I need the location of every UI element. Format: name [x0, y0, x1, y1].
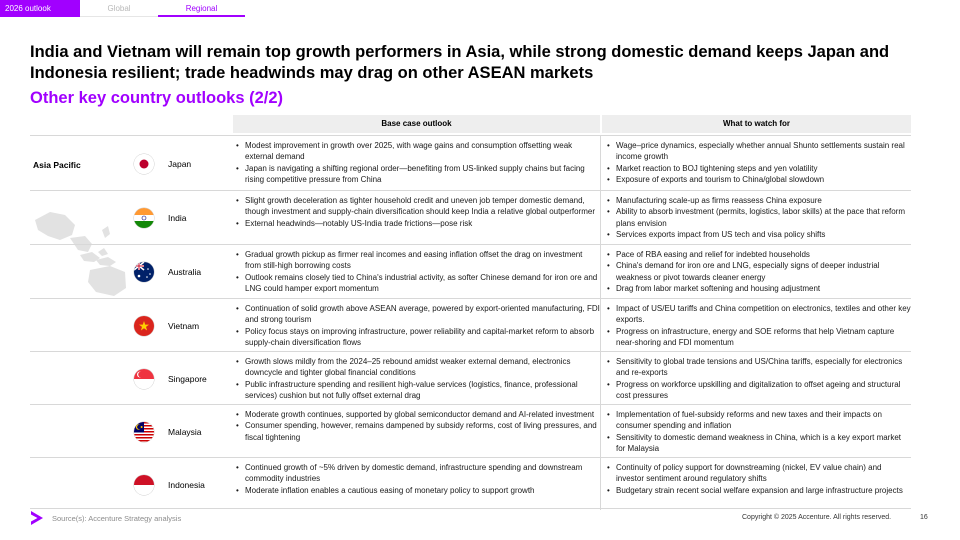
column-divider	[600, 405, 601, 457]
watch-bullet: • Sensitivity to domestic demand weakness in China, which is a key export market for Malaysia	[604, 432, 911, 455]
watch-list	[604, 140, 911, 185]
indonesia-flag-icon	[134, 475, 154, 495]
watch-bullet: • Pace of RBA easing and relief for indebted households	[604, 249, 911, 260]
copyright: Copyright © 2025 Accenture. All rights reserved.	[742, 514, 892, 521]
tab-regional[interactable]: Regional	[158, 0, 245, 17]
country-row-australia	[30, 244, 911, 298]
watch-bullet: • Ability to absorb investment (permits, logistics, labor skills) at the pace that reform plans envision	[604, 206, 911, 229]
column-divider	[600, 299, 601, 351]
tab-2026-outlook[interactable]: 2026 outlook	[0, 0, 80, 17]
country-name: India	[168, 213, 187, 223]
base-case-bullet: • External headwinds—notably US-India trade frictions—pose risk	[233, 218, 600, 229]
source-note: Source(s): Accenture Strategy analysis	[52, 514, 182, 523]
watch-bullet: • Market reaction to BOJ tightening steps and yen volatility	[604, 163, 911, 174]
page-title: India and Vietnam will remain top growth performers in Asia, while strong domestic demand keeps Japan and Indonesia resilient; trade headwinds may drag on other ASEAN markets	[30, 43, 890, 82]
country-row-singapore	[30, 351, 911, 404]
tab-global[interactable]: Global	[80, 0, 158, 17]
watch-list	[604, 249, 911, 294]
watch-bullet: • Progress on infrastructure, energy and SOE reforms that help Vietnam capture near-shoring and FDI momentum	[604, 326, 911, 349]
watch-list	[604, 356, 911, 401]
base-case-list	[233, 409, 600, 443]
japan-flag-icon	[134, 154, 154, 174]
watch-list	[604, 303, 911, 348]
base-case-bullet: • Gradual growth pickup as firmer real incomes and easing inflation offset the drag on investment from still-high borrowing costs	[233, 249, 600, 272]
watch-list	[604, 195, 911, 240]
vietnam-flag-icon	[134, 316, 154, 336]
base-case-bullet: • Consumer spending, however, remains dampened by subsidy reforms, cost of living pressures, and fiscal tightening	[233, 420, 600, 443]
table-bottom-border	[30, 508, 911, 509]
column-divider	[600, 458, 601, 510]
base-case-list	[233, 140, 600, 185]
column-divider	[600, 191, 601, 244]
base-case-bullet: • Modest improvement in growth over 2025, with wage gains and consumption offsetting weak external demand	[233, 140, 600, 163]
accenture-logo-icon	[30, 510, 44, 526]
base-case-list	[233, 356, 600, 401]
column-divider	[600, 352, 601, 404]
watch-bullet: • China's demand for iron ore and LNG, especially signs of deeper industrial weakness or pivot towards cleaner energy	[604, 260, 911, 283]
australia-flag-icon	[134, 262, 154, 282]
region-label: Asia Pacific	[33, 160, 81, 170]
singapore-flag-icon	[134, 369, 154, 389]
country-row-japan	[30, 135, 911, 190]
country-name: Malaysia	[168, 426, 202, 437]
watch-bullet: • Continuity of policy support for downstreaming (nickel, EV value chain) and investor sentiment around regulatory shifts	[604, 462, 911, 485]
column-divider	[600, 136, 601, 190]
country-name: Japan	[168, 158, 192, 169]
watch-bullet: • Services exports impact from US tech and visa policy shifts	[604, 229, 911, 240]
watch-bullet: • Drag from labor market softening and housing adjustment	[604, 283, 911, 294]
base-case-bullet: • Outlook remains closely tied to China's industrial activity, as softer Chinese demand for iron ore and LNG could hamper export momentum	[233, 272, 600, 295]
watch-bullet: • Impact of US/EU tariffs and China competition on electronics, textiles and other key exports.	[604, 303, 911, 326]
base-case-bullet: • Japan is navigating a shifting regional order—benefiting from US-linked supply chains but facing rising competitive pressure from China	[233, 163, 600, 186]
country-name: Vietnam	[168, 320, 200, 331]
watch-bullet: • Budgetary strain recent social welfare expansion and large infrastructure projects	[604, 485, 911, 496]
country-row-indonesia	[30, 457, 911, 510]
base-case-list	[233, 195, 600, 229]
watch-bullet: • Wage–price dynamics, especially whether annual Shunto settlements sustain real income growth	[604, 140, 911, 163]
base-case-bullet: • Public infrastructure spending and resilient high-value services (logistics, finance, professional services) cushion but not fully offset external drag	[233, 379, 600, 402]
country-name: Indonesia	[168, 479, 205, 490]
base-case-bullet: • Moderate inflation enables a cautious easing of monetary policy to support growth	[233, 485, 600, 496]
base-case-list	[233, 249, 600, 294]
malaysia-flag-icon	[134, 422, 154, 442]
country-row-vietnam	[30, 298, 911, 351]
top-nav	[0, 0, 960, 19]
country-row-malaysia	[30, 404, 911, 457]
base-case-bullet: • Continuation of solid growth above ASEAN average, powered by export-oriented manufacturing, FDI and strong tourism	[233, 303, 600, 326]
watch-list	[604, 462, 911, 496]
column-header-watch: What to watch for	[602, 115, 911, 133]
watch-bullet: • Exposure of exports and tourism to China/global slowdown	[604, 174, 911, 185]
watch-bullet: • Implementation of fuel-subsidy reforms and new taxes and their impacts on consumer spending and inflation	[604, 409, 911, 432]
watch-bullet: • Sensitivity to global trade tensions and US/China tariffs, especially for electronics and re-exports	[604, 356, 911, 379]
base-case-bullet: • Slight growth deceleration as tighter household credit and uneven job temper domestic demand, though investment and supply-chain diversification should keep India a relative global outperformer	[233, 195, 600, 218]
page-number: 16	[920, 514, 928, 521]
column-divider	[600, 245, 601, 298]
column-header-base: Base case outlook	[233, 115, 600, 133]
watch-list	[604, 409, 911, 454]
base-case-list	[233, 462, 600, 496]
watch-bullet: • Progress on workforce upskilling and digitalization to offset ageing and structural cost pressures	[604, 379, 911, 402]
india-flag-icon	[134, 208, 154, 228]
base-case-list	[233, 303, 600, 348]
country-name: Australia	[168, 267, 202, 277]
base-case-bullet: • Policy focus stays on improving infrastructure, power reliability and capital-market reform to absorb supply-chain diversification flows	[233, 326, 600, 349]
page-subtitle: Other key country outlooks (2/2)	[30, 89, 284, 107]
watch-bullet: • Manufacturing scale-up as firms reassess China exposure	[604, 195, 911, 206]
base-case-bullet: • Continued growth of ~5% driven by domestic demand, infrastructure spending and downstream commodity industries	[233, 462, 600, 485]
base-case-bullet: • Moderate growth continues, supported by global semiconductor demand and AI-related investment	[233, 409, 600, 420]
country-name: Singapore	[168, 373, 207, 384]
base-case-bullet: • Growth slows mildly from the 2024–25 rebound amidst weaker external demand, electronics downcycle and tighter global financial conditions	[233, 356, 600, 379]
country-row-india	[30, 190, 911, 244]
